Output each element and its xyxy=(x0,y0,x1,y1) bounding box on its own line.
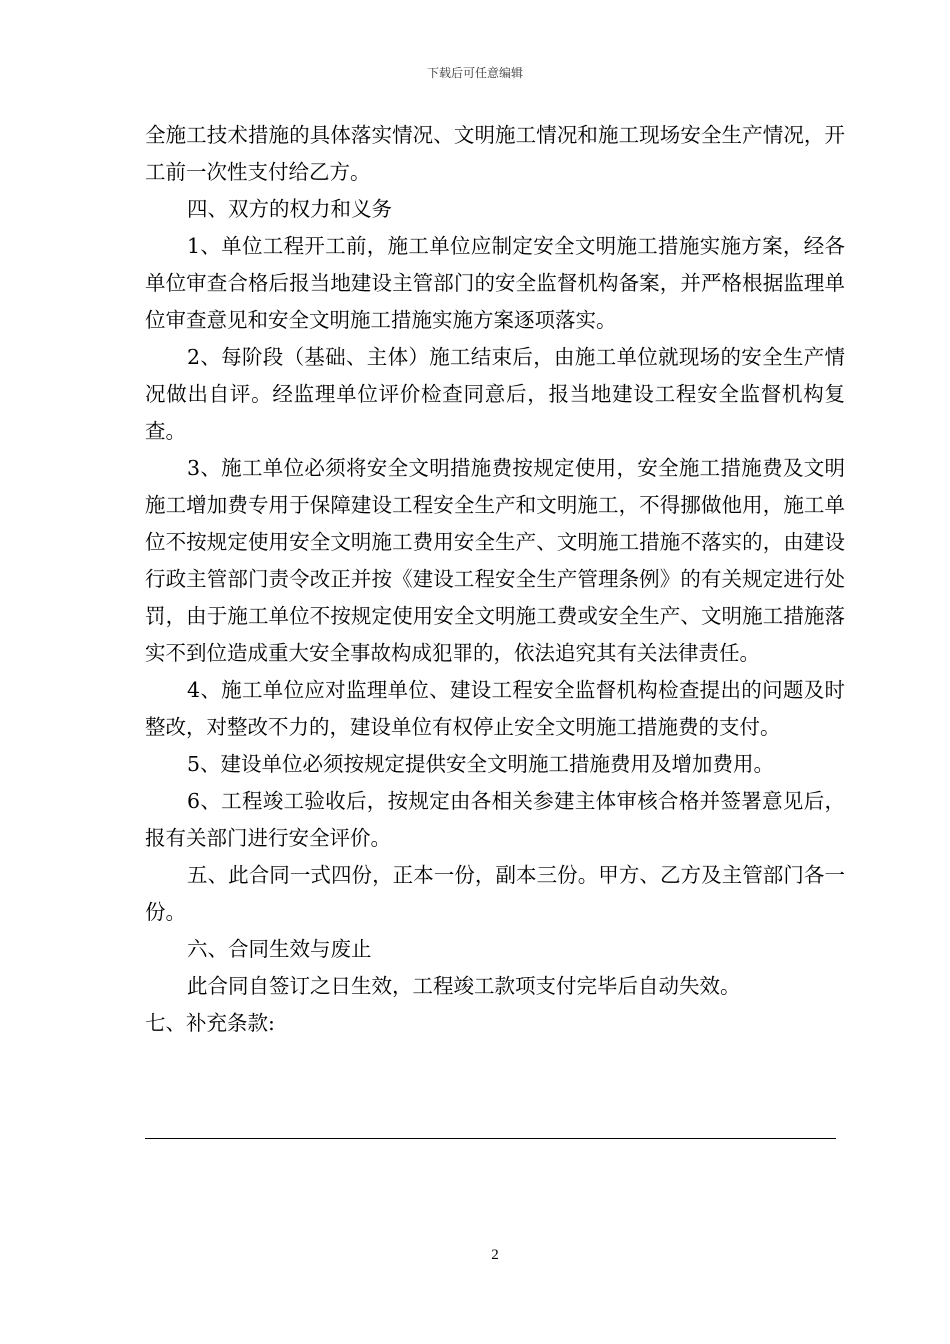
section-supplementary: 七、补充条款: xyxy=(145,1011,275,1035)
clause-4: 4、施工单位应对监理单位、建设工程安全监督机构检查提出的问题及时整改，对整改不力的，建设单位有权停止安全文明施工措施费的支付。 xyxy=(145,678,845,739)
clause-1: 1、单位工程开工前，施工单位应制定安全文明施工措施实施方案，经各单位审查合格后报当地建设主管部门的安全监督机构备案，并严格根据监理单位审查意见和安全文明施工措施实施方案逐项落实。 xyxy=(145,234,845,332)
paragraph-continuation: 全施工技术措施的具体落实情况、文明施工情况和施工现场安全生产情况，开工前一次性支付给乙方。 xyxy=(145,123,845,184)
section-copies: 五、此合同一式四份，正本一份，副本三份。甲方、乙方及主管部门各一份。 xyxy=(145,863,845,924)
document-body xyxy=(145,117,845,1042)
section-heading-validity: 六、合同生效与废止 xyxy=(187,937,372,961)
page-header: 下载后可任意编辑 xyxy=(426,66,523,80)
clause-6: 6、工程竣工验收后，按规定由各相关参建主体审核合格并签署意见后，报有关部门进行安全评价。 xyxy=(145,789,845,850)
clause-5: 5、建设单位必须按规定提供安全文明施工措施费用及增加费用。 xyxy=(187,752,775,776)
clause-2: 2、每阶段（基础、主体）施工结束后，由施工单位就现场的安全生产情况做出自评。经监理单位评价检查同意后，报当地建设工程安全监督机构复查。 xyxy=(145,345,845,443)
page-number: 2 xyxy=(491,1247,499,1263)
supplementary-blank-line xyxy=(145,1138,836,1139)
clause-3: 3、施工单位必须将安全文明措施费按规定使用，安全施工措施费及文明施工增加费专用于保障建设工程安全生产和文明施工，不得挪做他用，施工单位不按规定使用安全文明施工费用安全生产、文明施工措施不落实的，由建设行政主管部门责令改正并按《建设工程安全生产管理条例》的有关规定进行处罚，由于施工单位不按规定使用安全文明施工费或安全生产、文明施工措施落实不到位造成重大安全事故构成犯罪的，依法追究其有关法律责任。 xyxy=(145,456,845,665)
validity-text: 此合同自签订之日生效，工程竣工款项支付完毕后自动失效。 xyxy=(187,974,741,998)
section-heading-rights: 四、双方的权力和义务 xyxy=(187,197,392,221)
